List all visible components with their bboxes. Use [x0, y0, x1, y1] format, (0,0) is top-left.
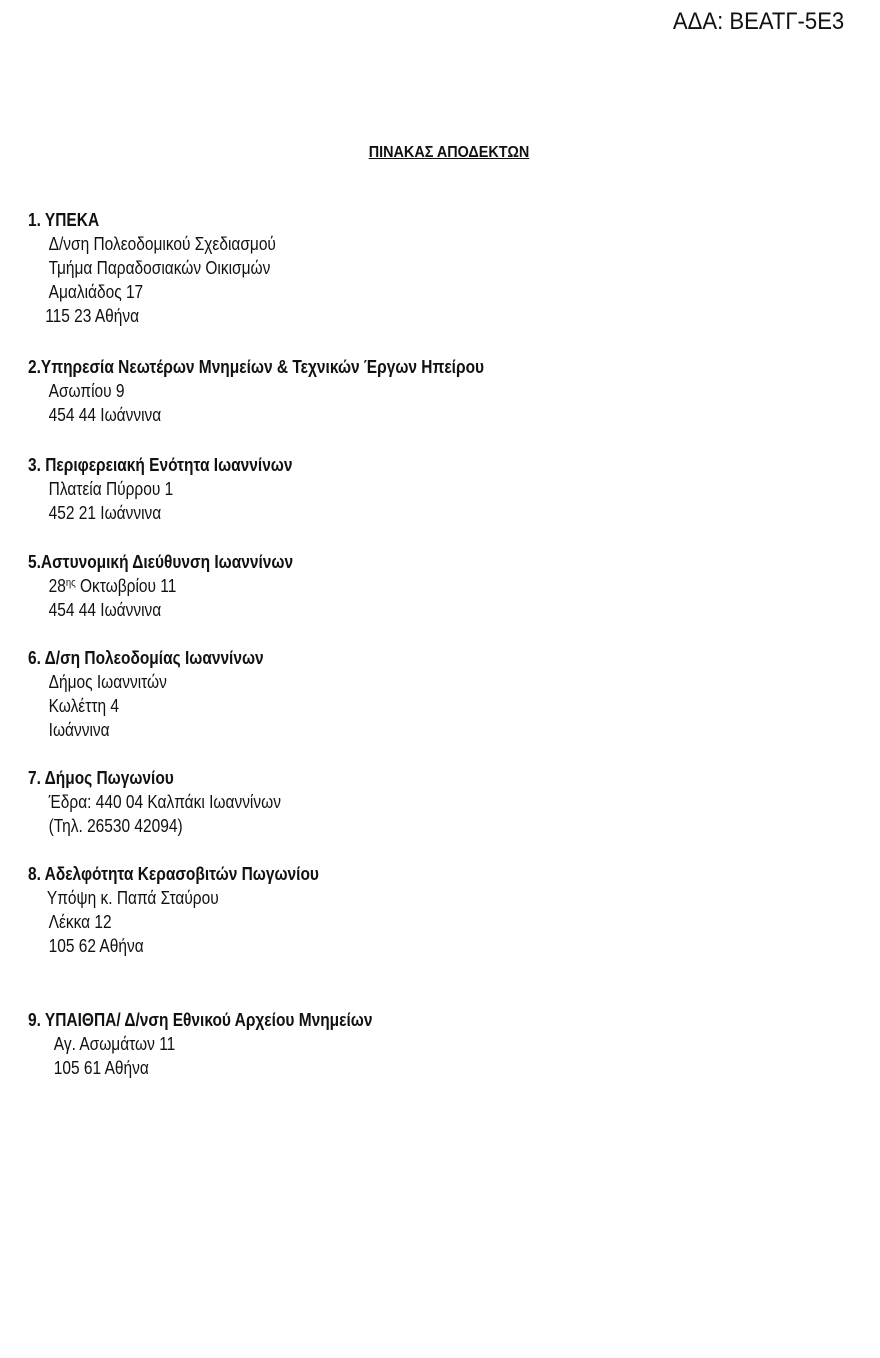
address-line: (Τηλ. 26530 42094): [48, 816, 183, 836]
address-line: Τμήμα Παραδοσιακών Οικισμών: [48, 258, 271, 278]
address-line: Έδρα: 440 04 Καλπάκι Ιωαννίνων: [48, 792, 281, 812]
address-line: Αγ. Ασωμάτων 11: [53, 1034, 176, 1054]
street-number: 28: [48, 576, 66, 596]
address-line: Αμαλιάδος 17: [48, 282, 144, 302]
recipient-name: 8. Αδελφότητα Κερασοβιτών Πωγωνίου: [28, 864, 319, 884]
recipient-9: [28, 1008, 372, 1080]
address-line: 105 61 Αθήνα: [53, 1058, 149, 1078]
recipient-name: 3. Περιφερειακή Ενότητα Ιωαννίνων: [28, 455, 293, 475]
recipient-number: 2.: [28, 357, 41, 377]
recipient-name: Υπηρεσία Νεωτέρων Μνημείων & Τεχνικών Έργων Ηπείρου: [40, 357, 485, 377]
address-line: 115 23 Αθήνα: [45, 306, 140, 326]
recipient-name: 6. Δ/ση Πολεοδομίας Ιωαννίνων: [28, 648, 264, 668]
address-line: Ιωάννινα: [48, 720, 110, 740]
address-line: 105 62 Αθήνα: [48, 936, 144, 956]
recipient-3: [28, 453, 292, 525]
address-line: [28, 574, 293, 598]
recipient-name: 1. ΥΠΕΚΑ: [28, 210, 100, 230]
recipient-name: 9. ΥΠΑΙΘΠΑ/ Δ/νση Εθνικού Αρχείου Μνημείων: [28, 1010, 373, 1030]
address-line: Κωλέττη 4: [48, 696, 119, 716]
recipient-7: [28, 766, 281, 838]
recipient-name: 7. Δήμος Πωγωνίου: [28, 768, 174, 788]
street-name: Οκτωβρίου 11: [75, 576, 177, 596]
recipient-1: [28, 208, 276, 328]
address-line: Δήμος Ιωαννιτών: [48, 672, 167, 692]
address-line: Λέκκα 12: [48, 912, 112, 932]
address-line: 452 21 Ιωάννινα: [48, 503, 162, 523]
recipient-2: [28, 355, 484, 427]
ada-code: ΑΔΑ: ΒΕΑΤΓ-5Ε3: [672, 8, 844, 35]
ordinal-suffix: ης: [65, 577, 76, 589]
recipient-5: [28, 550, 293, 622]
recipient-6: [28, 646, 264, 742]
address-line: Δ/νση Πολεοδομικού Σχεδιασμού: [48, 234, 276, 254]
address-line: Υπόψη κ. Παπά Σταύρου: [46, 888, 219, 908]
address-line: 454 44 Ιωάννινα: [48, 600, 162, 620]
address-line: 454 44 Ιωάννινα: [48, 405, 162, 425]
address-line: Ασωπίου 9: [48, 381, 125, 401]
page-title: ΠΙΝΑΚΑΣ ΑΠΟΔΕΚΤΩΝ: [368, 144, 530, 161]
address-line: Πλατεία Πύρρου 1: [48, 479, 174, 499]
recipient-8: [28, 862, 319, 958]
recipient-name: 5.Αστυνομική Διεύθυνση Ιωαννίνων: [28, 552, 294, 572]
